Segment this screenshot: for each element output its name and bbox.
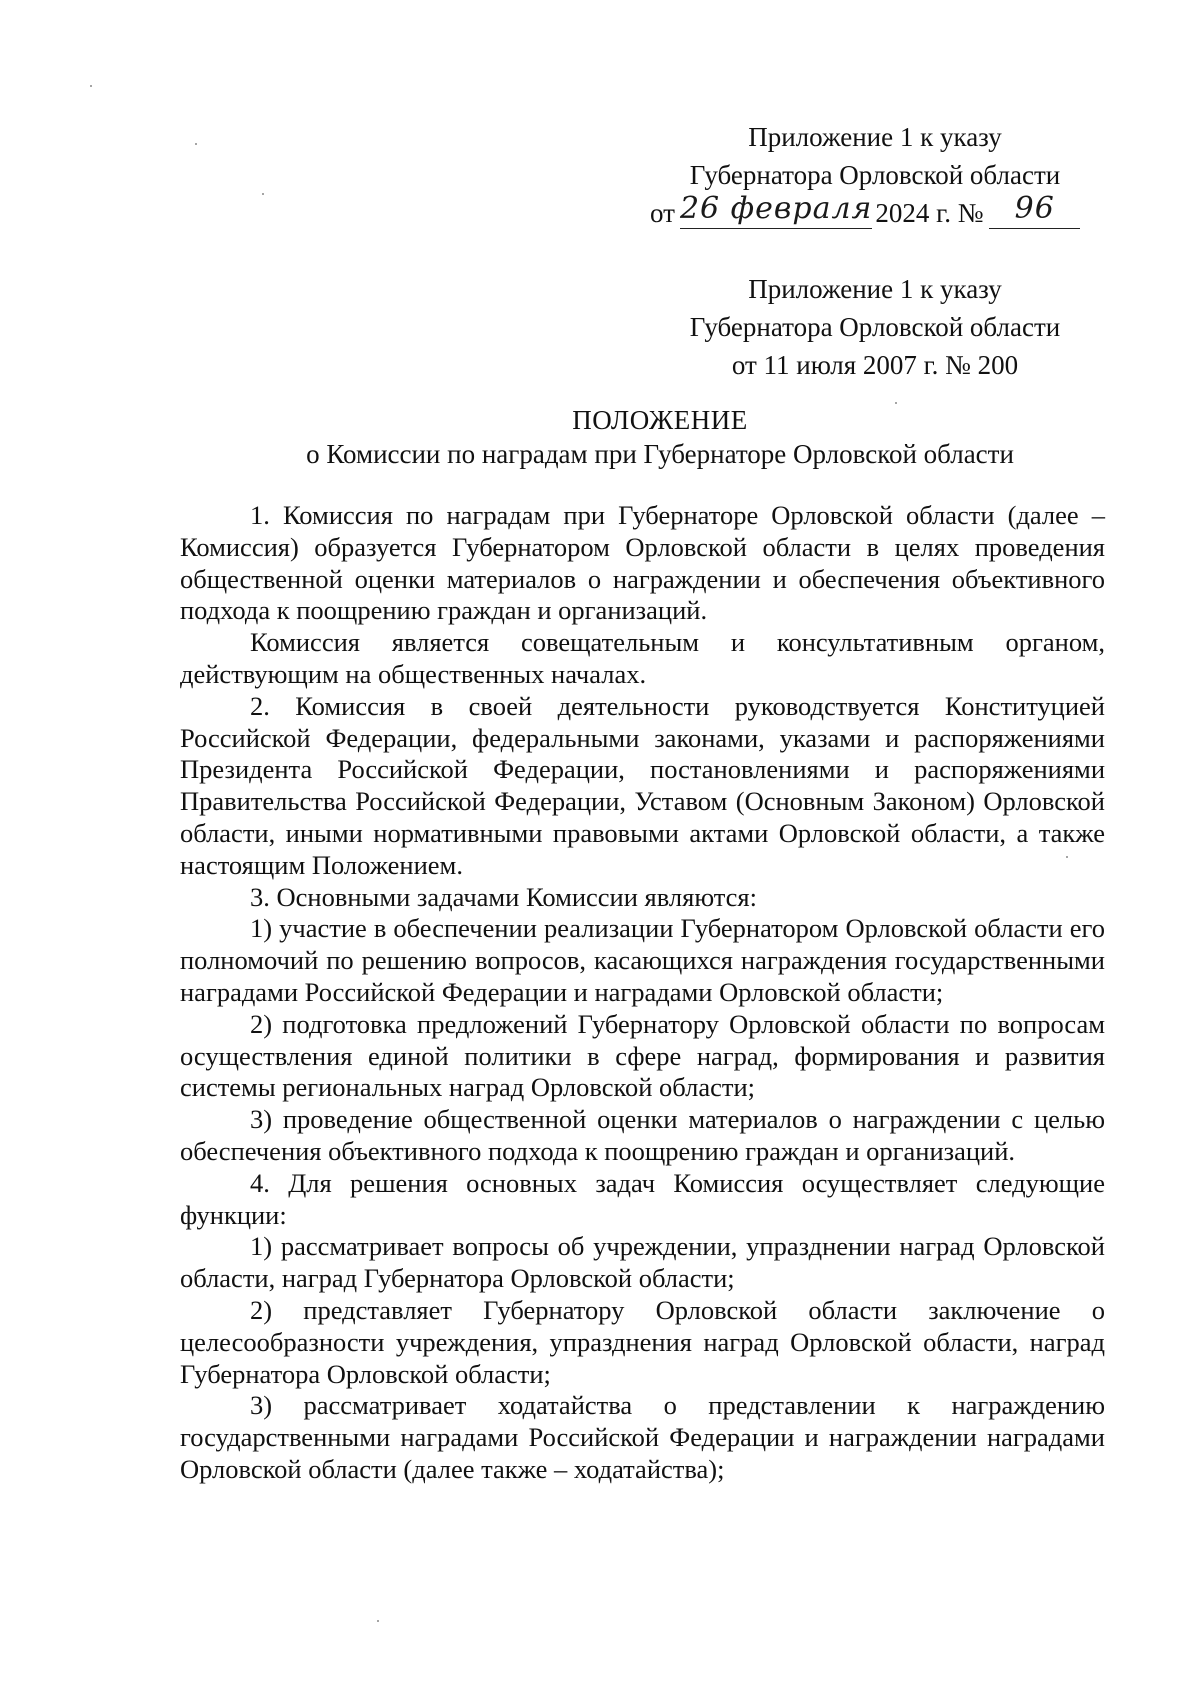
paragraph: 4. Для решения основных задач Комиссия осуществляет следующие функции: — [180, 1167, 1105, 1230]
amendment-date-field — [679, 191, 873, 229]
scan-speck — [377, 1620, 379, 1622]
scan-speck — [262, 193, 264, 195]
amendment-header — [650, 118, 1100, 232]
paragraph: Комиссия является совещательным и консультативным органом, действующим на общественных началах. — [180, 627, 1105, 689]
paragraph: 3. Основными задачами Комиссии являются: — [250, 881, 757, 912]
amendment-date-line — [650, 191, 1100, 232]
scan-speck — [90, 85, 92, 87]
document-title-block — [0, 403, 1200, 471]
amendment-date-prefix: от — [650, 198, 675, 228]
paragraph: 1) участие в обеспечении реализации Губернатором Орловской области его полномочий по решению вопросов, касающихся награждения государственными наградами Российской Федерации и наградами Орловской области; — [180, 913, 1105, 1007]
amendment-date-suffix: 2024 г. № — [875, 198, 984, 228]
original-header — [650, 270, 1100, 384]
paragraph: 2) представляет Губернатору Орловской области заключение о целесообразности учреждения, упразднения наград Орловской области, наград Губернатора Орловской области; — [180, 1294, 1105, 1389]
paragraph: 2) подготовка предложений Губернатору Орловской области по вопросам осуществления единой политики в сфере наград, формирования и развития системы региональных наград Орловской области; — [180, 1008, 1105, 1103]
document-body — [180, 500, 1105, 1486]
paragraph: 1. Комиссия по наградам при Губернаторе Орловской области (далее – Комиссия) образуется Губернатором Орловской области в целях проведения общественной оценки материалов о награждении и обеспечения объективного подхода к поощрению граждан и организаций. — [180, 500, 1105, 626]
amendment-header-line2: Губернатора Орловской области — [689, 160, 1061, 190]
paragraph: 3) проведение общественной оценки материалов о награждении с целью обеспечения объективного подхода к поощрению граждан и организаций. — [180, 1104, 1105, 1166]
amendment-number-field — [989, 191, 1080, 229]
paragraph: 3) рассматривает ходатайства о представлении к награждению государственными наградами Российской Федерации и награждении наградами Орловской области (далее также – ходатайства); — [180, 1390, 1105, 1484]
amendment-date-handwritten: 26 февраля — [679, 191, 873, 226]
document-title: ПОЛОЖЕНИЕ — [572, 405, 748, 435]
paragraph: 1) рассматривает вопросы об учреждении, упразднении наград Орловской области, наград Губернатора Орловской области; — [180, 1231, 1105, 1294]
amendment-header-line1: Приложение 1 к указу — [748, 122, 1002, 152]
original-header-line1: Приложение 1 к указу — [748, 274, 1002, 304]
document-subtitle: о Комиссии по наградам при Губернаторе Орловской области — [306, 439, 1014, 469]
paragraph: 2. Комиссия в своей деятельности руководствуется Конституцией Российской Федерации, федеральными законами, указами и распоряжениями Президента Российской Федерации, постановлениями и распоряжениями Правительства Российской Федерации, Уставом (Основным Законом) Орловской области, иными нормативными правовыми актами Орловской области, а также настоящим Положением. — [180, 690, 1105, 880]
scan-speck — [195, 143, 197, 145]
original-header-line3: от 11 июля 2007 г. № 200 — [731, 350, 1019, 380]
amendment-number-handwritten: 96 — [1014, 191, 1055, 226]
original-header-line2: Губернатора Орловской области — [689, 312, 1061, 342]
